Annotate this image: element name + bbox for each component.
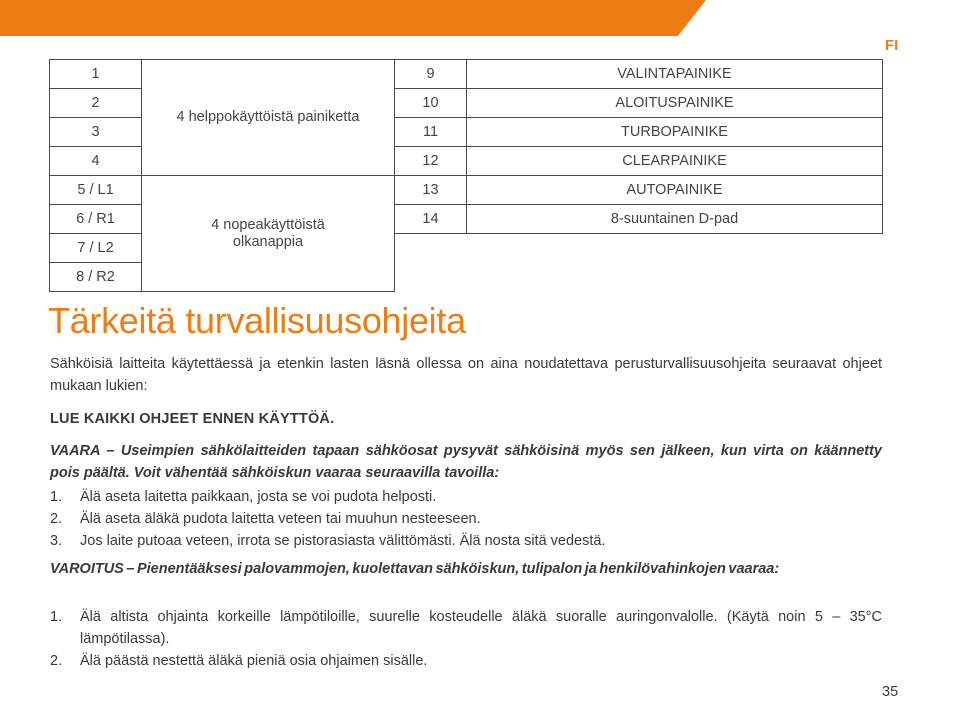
list-number: 1. [50,489,63,505]
read-instructions-notice: LUE KAIKKI OHJEET ENNEN KÄYTTÖÄ. [50,411,335,427]
part-name: 8-suuntainen D-pad [467,205,883,234]
part-number: 7 / L2 [50,234,142,263]
list-text: Älä aseta laitetta paikkaan, josta se voi pudota helposti. [80,489,437,505]
list-item [50,650,882,672]
part-number: 9 [395,60,467,89]
part-number: 11 [395,118,467,147]
part-name: VALINTAPAINIKE [467,60,883,89]
part-number: 1 [50,60,142,89]
list-text: Älä päästä nestettä äläkä pieniä osia ohjaimen sisälle. [80,653,428,669]
controller-parts-table [49,59,883,292]
table-row [50,176,883,205]
list-text: Älä aseta äläkä pudota laitetta veteen tai muuhun nesteeseen. [80,511,481,527]
part-number: 10 [395,89,467,118]
warning-list [50,606,882,672]
part-number: 4 [50,147,142,176]
danger-list [50,486,882,552]
table-row [50,60,883,89]
intro-paragraph: Sähköisiä laitteita käytettäessä ja etenkin lasten läsnä ollessa on aina noudatettava perusturvallisuusohjeita seuraavat ohjeet mukaan lukien: [50,356,882,394]
list-number: 2. [50,511,63,527]
part-group-label: 4 helppokäyttöistä painiketta [142,60,395,176]
part-number: 3 [50,118,142,147]
danger-notice: VAARA – Useimpien sähkölaitteiden tapaan sähköosat pysyvät sähköisinä myös sen jälkeen, kun virta on käännetty pois päältä. Voit vähentää sähköiskun vaaraa seuraavilla tavoilla: [50,443,882,481]
list-text: Älä altista ohjainta korkeille lämpötiloille, suurelle kosteudelle äläkä suoralle auringonvalolle. (Käytä noin 5 – 35°C lämpötilassa). [80,609,882,647]
part-name: CLEARPAINIKE [467,147,883,176]
part-number: 12 [395,147,467,176]
list-text: Jos laite putoaa veteen, irrota se pistorasiasta välittömästi. Älä nosta sitä vedestä. [80,533,606,549]
language-tag: FI [885,37,899,54]
list-item [50,508,882,530]
part-group-label: 4 nopeakäyttöistä olkanappia [142,176,395,292]
part-name: AUTOPAINIKE [467,176,883,205]
list-item [50,606,882,650]
part-name: ALOITUSPAINIKE [467,89,883,118]
list-item [50,530,882,552]
part-number: 5 / L1 [50,176,142,205]
header-accent-band [0,0,954,36]
section-title: Tärkeitä turvallisuusohjeita [48,300,466,341]
list-item [50,486,882,508]
part-name: TURBOPAINIKE [467,118,883,147]
part-number: 8 / R2 [50,263,142,292]
part-number: 14 [395,205,467,234]
part-number: 2 [50,89,142,118]
page-number: 35 [882,684,899,700]
part-number: 13 [395,176,467,205]
warning-notice: VAROITUS – Pienentääksesi palovammojen, kuolettavan sähköiskun, tulipalon ja henkilövahinkojen vaaraa: [50,561,780,577]
list-number: 1. [50,609,63,625]
list-number: 3. [50,533,63,549]
list-number: 2. [50,653,63,669]
part-number: 6 / R1 [50,205,142,234]
